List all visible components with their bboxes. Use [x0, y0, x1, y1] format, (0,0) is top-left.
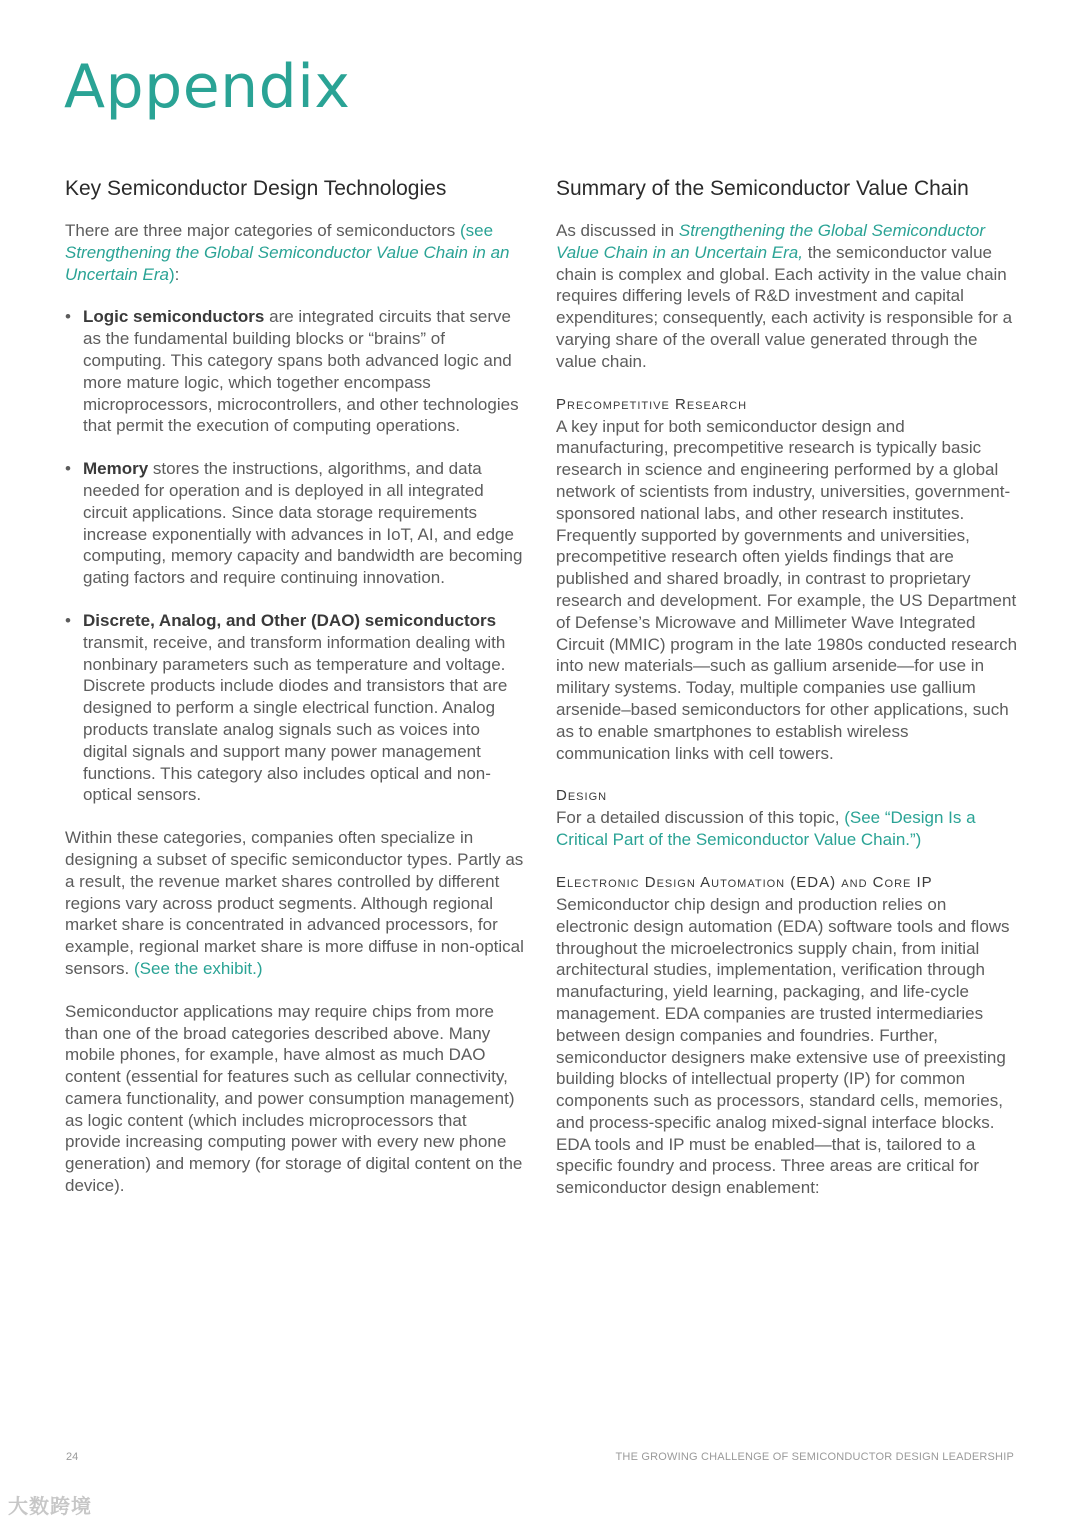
- right-intro: As discussed in Strengthening the Global Semiconductor Value Chain in an Uncertain Era, the semiconductor value chain is complex and global. Each activity in the value chain requires differing levels of R&D investment and capital expenditures; consequently, each activity is responsible for a varying share of the overall value generated through the value chain.: [556, 221, 1013, 371]
- bullet-term: Discrete, Analog, and Other (DAO) semiconductors: [83, 610, 497, 630]
- bullet-term: Memory: [83, 459, 149, 479]
- left-intro-link[interactable]: (see Strengthening the Global Semiconductor Value Chain in an Uncertain Era): [65, 221, 510, 284]
- section-text-research: A key input for both semiconductor design and manufacturing, precompetitive research is typically basic research in science and engineering performed by a global network of scientists from industry, universities, government-sponsored national labs, and other research institutes. Frequently supported by governments and universities, precompetitive research often yields findings that are published and shared broadly, in contrast to proprietary research and development. For example, the US Department of Defense’s Microwave and Millimeter Wave Integrated Circuit (MMIC) program in the late 1980s conducted research into new materials—such as gallium arsenide—for use in military systems. Today, multiple companies use gallium arsenide–based semiconductors for other applications, such as to enable smartphones to establish wireless communication links with cell towers.: [556, 416, 1018, 763]
- page-number: 24: [66, 1451, 79, 1463]
- page-title: Appendix: [64, 52, 351, 122]
- left-paragraph-3: Semiconductor applications may require chips from more than one of the broad categories described above. Many mobile phones, for example, have almost as much DAO content (essential for features such as cellular connectivity, camera functionality, and power consumption management) as logic content (which includes microprocessors that provide increasing computing power with every new phone generation) and memory (for storage of digital content on the device).: [65, 1001, 523, 1196]
- left-intro: There are three major categories of semiconductors (see Strengthening the Global Semiconductor Value Chain in an Uncertain Era):: [65, 221, 510, 284]
- exhibit-link[interactable]: (See the exhibit.): [133, 958, 263, 978]
- section-heading-research: Precompetitive Research: [556, 395, 748, 413]
- bullet-text: transmit, receive, and transform information dealing with nonbinary parameters such as temperature and voltage. Discrete products include diodes and transistors that are designed to perform a single electrical function. Analog products translate analog signals such as voices into digital signals and support many power management functions. This category also includes optical and non-optical sensors.: [83, 632, 508, 805]
- list-item: [65, 306, 527, 437]
- list-item: [65, 458, 527, 589]
- section-text-design: For a detailed discussion of this topic, (See “Design Is a Critical Part of the Semiconductor Value Chain.”): [556, 808, 976, 850]
- list-item: [65, 610, 527, 806]
- design-link[interactable]: (See “Design Is a Critical Part of the Semiconductor Value Chain.”): [556, 808, 976, 850]
- section-heading-design: Design: [556, 787, 608, 805]
- right-column: [556, 176, 1018, 1220]
- bullet-text: stores the instructions, algorithms, and data needed for operation and is deployed in all integrated circuit applications. Since data storage requirements increase exponentially with advances in IoT, AI, and edge computing, memory capacity and bandwidth are becoming gating factors and require continuing innovation.: [83, 459, 523, 588]
- watermark-logo: 大数跨境: [8, 1496, 92, 1518]
- section-text-eda: Semiconductor chip design and production relies on electronic design automation (EDA) software tools and flows throughout the microelectronics supply chain, from initial architectural studies, implementation, verification through manufacturing, yield learning, packaging, and life-cycle management. EDA companies are trusted intermediaries between design companies and foundries. Further, semiconductor designers make extensive use of preexisting building blocks of intellectual property (IP) for common components such as processors, standard cells, memories, and process-specific analog mixed-signal interface blocks. EDA tools and IP must be enabled—that is, tailored to a specific foundry and process. Three areas are critical for semiconductor design enablement:: [556, 894, 1010, 1198]
- bullet-text: are integrated circuits that serve as the fundamental building blocks or “brains” of computing. This category spans both advanced logic and more mature logic, which together encompass microprocessors, microcontrollers, and other technologies that permit the execution of computing operations.: [83, 307, 519, 436]
- right-heading: Summary of the Semiconductor Value Chain: [556, 177, 969, 200]
- bullet-term: Logic semiconductors: [83, 307, 265, 327]
- left-paragraph-2: Within these categories, companies often specialize in designing a subset of specific semiconductor types. Partly as a result, the revenue market shares controlled by different regions vary across product segments. Although regional market share is concentrated in advanced processors, for example, regional market share is more diffuse in non-optical sensors. (See the exhibit.): [65, 828, 524, 978]
- left-column: [65, 176, 527, 1218]
- right-intro-link[interactable]: Strengthening the Global Semiconductor Value Chain in an Uncertain Era,: [556, 221, 986, 262]
- left-heading: Key Semiconductor Design Technologies: [65, 177, 447, 200]
- running-footer: THE GROWING CHALLENGE OF SEMICONDUCTOR DESIGN LEADERSHIP: [615, 1451, 1014, 1463]
- category-list: [65, 306, 527, 806]
- left-intro-text: There are three major categories of semiconductors: [65, 221, 456, 240]
- section-heading-eda: Electronic Design Automation (EDA) and Core IP: [556, 873, 933, 891]
